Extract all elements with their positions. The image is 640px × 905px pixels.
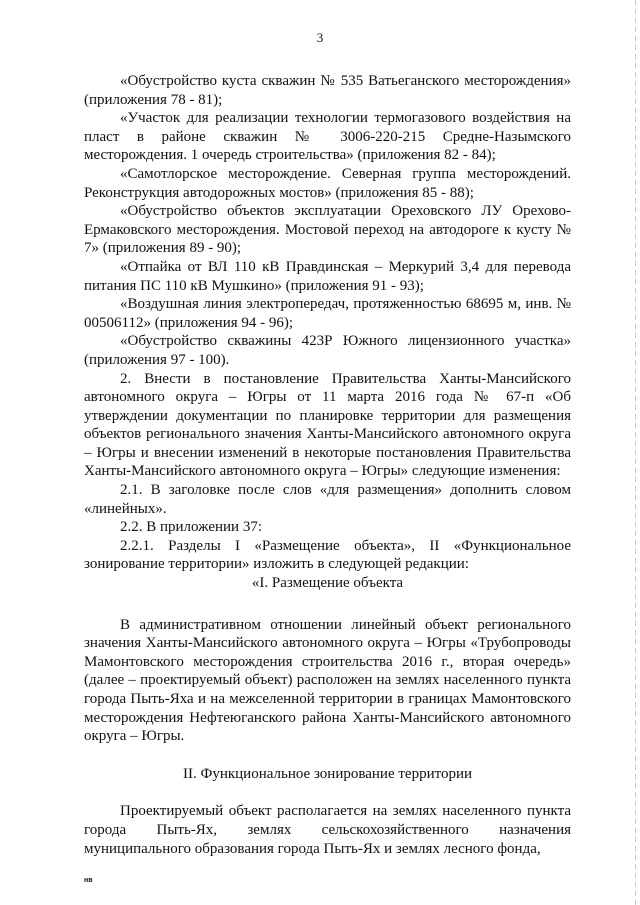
paragraph: «Обустройство объектов эксплуатации Ореховского ЛУ Орехово-Ермаковского месторождения. Мостовой переход на автодороге к кусту № 7» (приложения 89 - 90); [84,203,571,257]
paragraph: 2.2.1. Разделы I «Размещение объекта», II «Функциональное зонирование территории» изложить в следующей редакции: [84,537,571,573]
page-number: 3 [316,30,324,45]
paragraph: «Самотлорское месторождение. Северная группа месторождений. Реконструкция автодорожных мостов» (приложения 85 - 88); [84,165,571,201]
section-heading-placement: «I. Размещение объекта [251,575,404,592]
paragraph: 2.1. В заголовке после слов «для размещения» дополнить словом «линейных». [84,482,571,517]
paragraph: «Воздушная линия электропередач, протяженностью 68695 м, инв. № 00506112» (приложения 94 - 96); [84,296,571,331]
section-text-zoning: Проектируемый объект располагается на землях населенного пункта города Пыть-Ях, землях сельскохозяйственного назначения муниципального образования города Пыть-Ях и землях лесного фонда, [84,803,571,857]
section-heading-zoning: II. Функциональное зонирование территории [182,765,473,782]
paragraph: «Обустройство скважины 423Р Южного лицензионного участка» (приложения 97 - 100). [84,333,571,368]
paragraph: 2. Внести в постановление Правительства Ханты-Мансийского автономного округа – Югры от 11 марта 2016 года № 67-п «Об утверждении документации по планировке территории для размещения объектов регионального значения Ханты-Мансийского автономного округа – Югры и внесении изменений в некоторые постановления Правительства Ханты-Мансийского автономного округа – Югры» следующие изменения: [84,370,571,480]
scan-edge-line [635,0,636,905]
paragraph: «Участок для реализации технологии термогазового воздействия на пласт в районе скважин № 3006-220-215 Средне-Назымского месторождения. 1 очередь строительства» (приложения 82 - 84); [84,110,571,164]
section-text-placement: В административном отношении линейный объект регионального значения Ханты-Мансийского автономного округа – Югры «Трубопроводы Мамонтовского месторождения строительства 2016 г., вторая очередь» (далее – проектируемый объект) расположен на землях населенного пункта города Пыть-Яха и на межселенной территории в границах Мамонтовского месторождения Нефтеюганского района Ханты-Мансийского автономного округа – Югры. [84,616,571,745]
paragraph: «Отпайка от ВЛ 110 кВ Правдинская – Меркурий 3,4 для перевода питания ПС 110 кВ Мушкино» (приложения 91 - 93); [84,258,571,294]
paragraph: «Обустройство куста скважин № 535 Ватьеганского месторождения» (приложения 78 - 81); [84,73,571,108]
document-body [84,72,571,858]
paragraph: 2.2. В приложении 37: [120,519,262,536]
footer-mark: нв [84,877,93,884]
